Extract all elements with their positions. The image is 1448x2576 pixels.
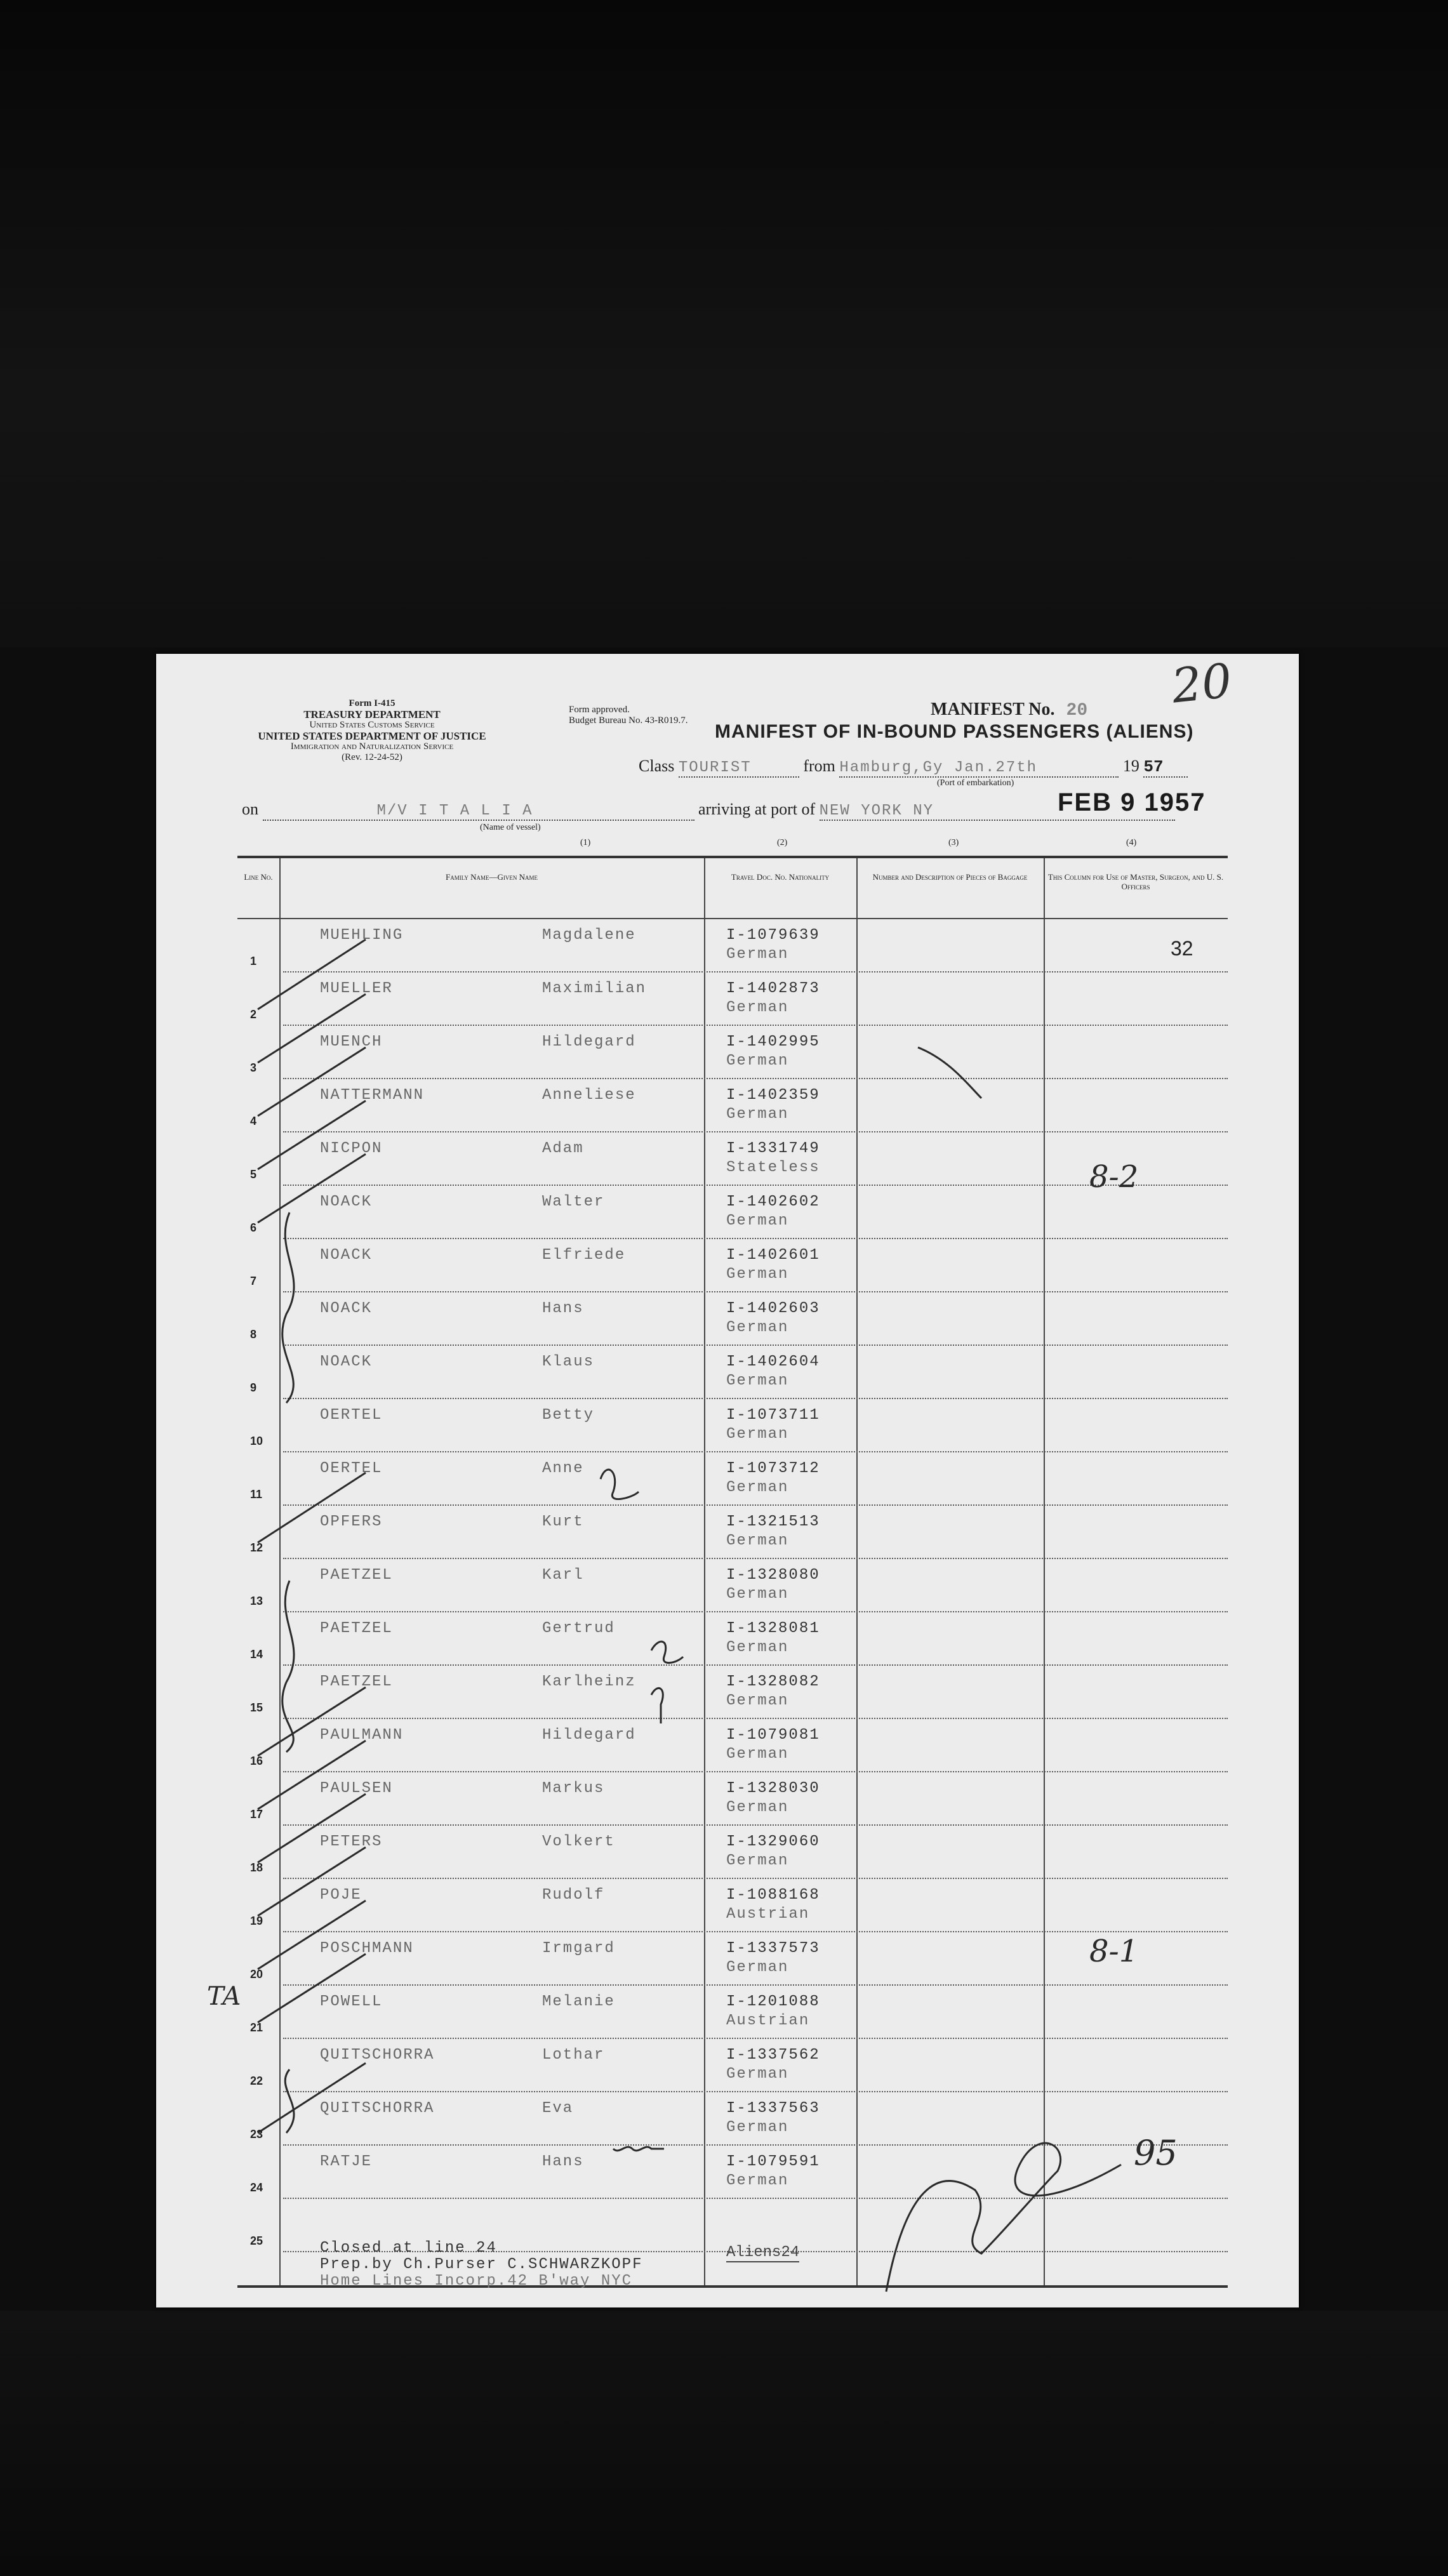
on-label: on (242, 800, 258, 818)
table-row (237, 2039, 1228, 2092)
family-name: POJE (320, 1887, 362, 1904)
travel-doc-number: I-1328082 (726, 1673, 820, 1690)
line-number: 24 (250, 2181, 263, 2194)
nationality: German (726, 1532, 789, 1550)
header-line-no: Line No. (244, 872, 273, 882)
given-name: Betty (542, 1407, 595, 1424)
table-row (237, 1079, 1228, 1132)
travel-doc-number: I-1331749 (726, 1140, 820, 1157)
arrival-port: NEW YORK NY (819, 802, 934, 820)
given-name: Markus (542, 1780, 605, 1797)
given-name: Klaus (542, 1353, 595, 1371)
travel-doc-number: I-1079081 (726, 1727, 820, 1744)
vessel-line (242, 800, 1175, 821)
table-row (237, 1932, 1228, 1986)
nationality: German (726, 1959, 789, 1976)
official-use: 32 (1171, 937, 1193, 960)
travel-doc-number: I-1073712 (726, 1460, 820, 1477)
family-name: OPFERS (320, 1513, 383, 1530)
line-number: 18 (250, 1861, 263, 1874)
justice-dept: UNITED STATES DEPARTMENT OF JUSTICE (258, 730, 486, 742)
form-revision: (Rev. 12-24-52) (342, 752, 402, 762)
table-row (237, 1452, 1228, 1506)
nationality: German (726, 1586, 789, 1603)
travel-doc-number: I-1088168 (726, 1887, 820, 1904)
year-prefix: 19 (1122, 757, 1139, 775)
manifest-number-label: MANIFEST No. (931, 700, 1055, 719)
nationality: German (726, 1106, 789, 1123)
travel-doc-number: I-1402603 (726, 1300, 820, 1317)
official-note-line23: 95 (1134, 2133, 1178, 2173)
table-row (237, 1559, 1228, 1612)
nationality: German (726, 1639, 789, 1656)
nationality: German (726, 1799, 789, 1816)
nationality: German (726, 1852, 789, 1869)
year-value: 57 (1143, 757, 1164, 776)
scan-background-bottom (0, 2311, 1448, 2576)
family-name: PAETZEL (320, 1673, 393, 1690)
nationality: German (726, 1746, 789, 1763)
travel-doc-number: I-1402604 (726, 1353, 820, 1371)
vessel-name: M/V I T A L I A (376, 802, 533, 820)
line-number: 20 (250, 1968, 263, 1981)
line-number: 7 (250, 1275, 257, 1287)
family-name: OERTEL (320, 1407, 383, 1424)
family-name: NATTERMANN (320, 1087, 425, 1104)
footer-home-lines: Home Lines Incorp.42 B'way NYC (320, 2273, 633, 2290)
form-approved: Form approved. (569, 705, 630, 715)
line-number: 21 (250, 2021, 263, 2034)
travel-doc-number: I-1337573 (726, 1940, 820, 1957)
nationality: German (726, 1426, 789, 1443)
embarkation-value: Hamburg,Gy Jan.27th (839, 759, 1038, 776)
family-name: PAETZEL (320, 1620, 393, 1637)
family-name: NOACK (320, 1193, 373, 1211)
table-row (237, 1666, 1228, 1719)
travel-doc-number: I-1402601 (726, 1247, 820, 1264)
line-number: 5 (250, 1168, 257, 1181)
family-name: RATJE (320, 2153, 373, 2170)
travel-doc-number: I-1402873 (726, 980, 820, 997)
family-name: OERTEL (320, 1460, 383, 1477)
given-name: Magdalene (542, 927, 636, 944)
line-number: 9 (250, 1381, 257, 1394)
given-name: Hans (542, 1300, 584, 1317)
form-number: Form I-415 (349, 698, 395, 708)
manifest-number-value: 20 (1066, 701, 1088, 720)
given-name: Volkert (542, 1833, 615, 1850)
given-name: Anne (542, 1460, 584, 1477)
line-number: 4 (250, 1115, 257, 1127)
port-embarkation-caption: (Port of embarkation) (937, 778, 1014, 788)
table-row (237, 919, 1228, 973)
nationality: German (726, 2066, 789, 2083)
passenger-table (237, 838, 1228, 2290)
nationality: German (726, 1479, 789, 1496)
arriving-label: arriving at port of (698, 800, 816, 818)
nationality: German (726, 2119, 789, 2136)
header-travel-doc: Travel Doc. No. Nationality (731, 872, 830, 882)
table-row (237, 1292, 1228, 1346)
travel-doc-number: I-1201088 (726, 1993, 820, 2010)
family-name: QUITSCHORRA (320, 2100, 435, 2117)
travel-doc-number: I-1402995 (726, 1033, 820, 1051)
travel-doc-number: I-1321513 (726, 1513, 820, 1530)
family-name: NICPON (320, 1140, 383, 1157)
from-label: from (803, 757, 835, 775)
nationality: German (726, 999, 789, 1016)
nationality: Austrian (726, 1906, 810, 1923)
family-name: MUENCH (320, 1033, 383, 1051)
nationality: German (726, 946, 789, 963)
column-number-1: (1) (580, 838, 591, 847)
nationality: German (726, 1212, 789, 1230)
table-row (237, 1186, 1228, 1239)
footer-prepared-by: Prep.by Ch.Purser C.SCHWARZKOPF (320, 2256, 643, 2273)
nationality: German (726, 1266, 789, 1283)
official-note-line19: 8-1 (1089, 1934, 1139, 1969)
line-number: 14 (250, 1648, 263, 1661)
line-number: 6 (250, 1221, 257, 1234)
travel-doc-number: I-1079639 (726, 927, 820, 944)
table-row (237, 1239, 1228, 1292)
line-number: 10 (250, 1435, 263, 1447)
class-value: TOURIST (678, 759, 752, 776)
given-name: Hildegard (542, 1033, 636, 1051)
nationality: German (726, 1692, 789, 1710)
header-name: Family Name—Given Name (446, 872, 538, 882)
line-number: 15 (250, 1701, 263, 1714)
table-row (237, 1346, 1228, 1399)
given-name: Kurt (542, 1513, 584, 1530)
line-number: 2 (250, 1008, 257, 1021)
sheet-number-handwritten: 20 (1169, 653, 1235, 714)
aliens-count: Aliens24 (726, 2244, 800, 2261)
given-name: Rudolf (542, 1887, 605, 1904)
travel-doc-number: I-1337562 (726, 2047, 820, 2064)
customs-service: United States Customs Service (309, 720, 435, 730)
manifest-number (931, 700, 1087, 720)
table-row (237, 973, 1228, 1026)
line-number: 25 (250, 2234, 263, 2247)
given-name: Elfriede (542, 1247, 626, 1264)
family-name: PAULSEN (320, 1780, 393, 1797)
nationality: Austrian (726, 2012, 810, 2029)
line-number: 19 (250, 1915, 263, 1927)
travel-doc-number: I-1402602 (726, 1193, 820, 1211)
class-label: Class (639, 757, 675, 775)
travel-doc-number: I-1337563 (726, 2100, 820, 2117)
class-line (639, 757, 1188, 778)
family-name: PETERS (320, 1833, 383, 1850)
given-name: Eva (542, 2100, 574, 2117)
given-name: Gertrud (542, 1620, 615, 1637)
footer-closed: Closed at line 24 (320, 2240, 497, 2257)
given-name: Anneliese (542, 1087, 636, 1104)
header-baggage: Number and Description of Pieces of Baggage (872, 872, 1028, 882)
table-row (237, 1826, 1228, 1879)
line-number: 23 (250, 2128, 263, 2141)
family-name: PAULMANN (320, 1727, 404, 1744)
table-row (237, 1772, 1228, 1826)
treasury-dept: TREASURY DEPARTMENT (303, 708, 441, 720)
nationality: Stateless (726, 1159, 820, 1176)
line-number: 12 (250, 1541, 263, 1554)
travel-doc-number: I-1328081 (726, 1620, 820, 1637)
given-name: Irmgard (542, 1940, 615, 1957)
table-row (237, 1399, 1228, 1452)
form-header-left (226, 698, 518, 763)
table-row (237, 1879, 1228, 1932)
given-name: Melanie (542, 1993, 615, 2010)
family-name: QUITSCHORRA (320, 2047, 435, 2064)
given-name: Karl (542, 1567, 584, 1584)
given-name: Hildegard (542, 1727, 636, 1744)
given-name: Karlheinz (542, 1673, 636, 1690)
line-number: 16 (250, 1755, 263, 1767)
table-row (237, 2092, 1228, 2146)
line-number: 11 (250, 1488, 263, 1501)
line-number: 3 (250, 1061, 257, 1074)
family-name: NOACK (320, 1353, 373, 1371)
nationality: German (726, 1372, 789, 1390)
given-name: Maximilian (542, 980, 647, 997)
header-official-use: This Column for Use of Master, Surgeon, and U. S. Officers (1047, 872, 1224, 891)
table-row (237, 1132, 1228, 1186)
given-name: Lothar (542, 2047, 605, 2064)
table-row (237, 1612, 1228, 1666)
table-row (237, 1506, 1228, 1559)
nationality: German (726, 2172, 789, 2189)
given-name: Hans (542, 2153, 584, 2170)
line-number: 13 (250, 1595, 263, 1607)
family-name: MUELLER (320, 980, 393, 997)
travel-doc-number: I-1328030 (726, 1780, 820, 1797)
travel-doc-number: I-1329060 (726, 1833, 820, 1850)
manifest-sheet (156, 654, 1299, 2307)
budget-bureau: Budget Bureau No. 43-R019.7. (569, 715, 688, 726)
travel-doc-number: I-1402359 (726, 1087, 820, 1104)
scan-background-top (0, 0, 1448, 647)
family-name: POSCHMANN (320, 1940, 414, 1957)
margin-note-ta: TA (207, 1982, 241, 2011)
family-name: PAETZEL (320, 1567, 393, 1584)
official-note-line5: 8-2 (1089, 1159, 1139, 1195)
immigration-service: Immigration and Naturalization Service (290, 741, 454, 752)
column-number-2: (2) (777, 838, 788, 847)
column-number-3: (3) (948, 838, 959, 847)
arrival-date-stamp: FEB 9 1957 (1058, 788, 1206, 816)
line-number: 22 (250, 2075, 263, 2087)
form-approval (569, 705, 687, 726)
family-name: MUEHLING (320, 927, 404, 944)
table-row (237, 1986, 1228, 2039)
nationality: German (726, 1319, 789, 1336)
travel-doc-number: I-1073711 (726, 1407, 820, 1424)
table-row (237, 2146, 1228, 2199)
given-name: Walter (542, 1193, 605, 1211)
line-number: 8 (250, 1328, 257, 1341)
nationality: German (726, 1052, 789, 1070)
family-name: NOACK (320, 1300, 373, 1317)
travel-doc-number: I-1328080 (726, 1567, 820, 1584)
column-number-4: (4) (1126, 838, 1137, 847)
family-name: NOACK (320, 1247, 373, 1264)
given-name: Adam (542, 1140, 584, 1157)
table-row (237, 1026, 1228, 1079)
manifest-title: MANIFEST OF IN-BOUND PASSENGERS (ALIENS) (715, 721, 1194, 742)
line-number: 1 (250, 955, 257, 967)
travel-doc-number: I-1079591 (726, 2153, 820, 2170)
line-number: 17 (250, 1808, 263, 1821)
vessel-caption: (Name of vessel) (480, 823, 541, 832)
family-name: POWELL (320, 1993, 383, 2010)
table-row (237, 1719, 1228, 1772)
